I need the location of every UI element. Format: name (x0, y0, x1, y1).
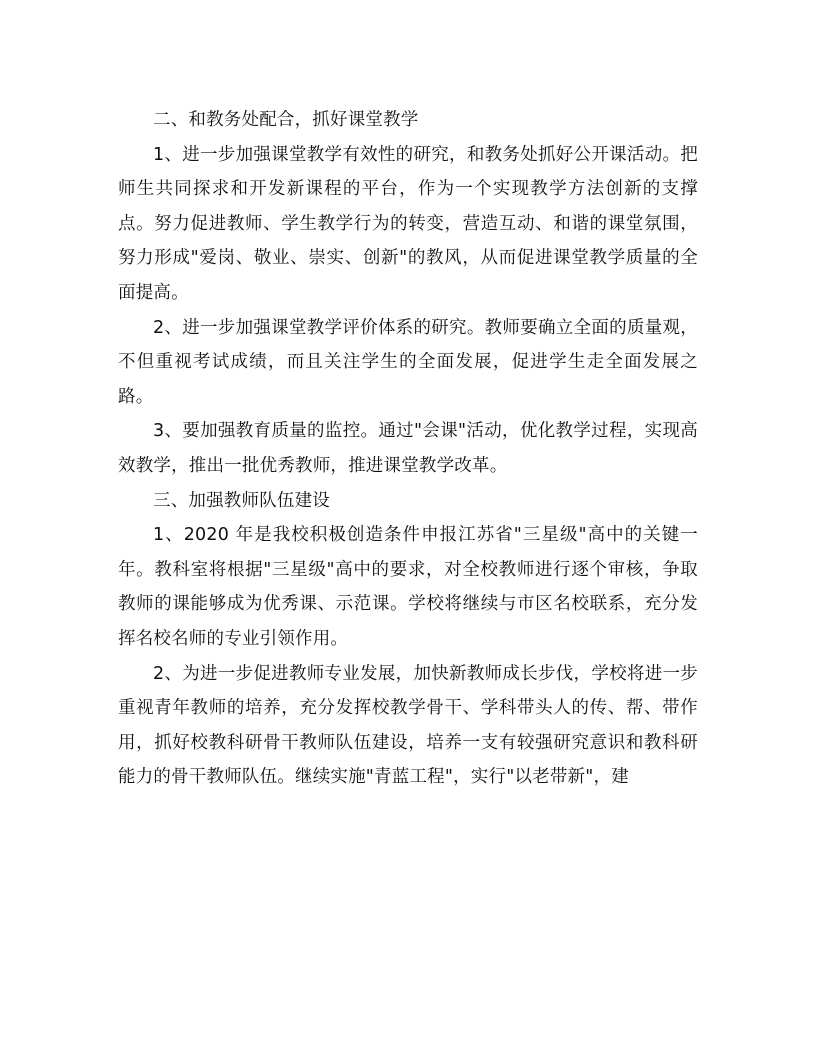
paragraph-three-star-application: 1、2020 年是我校积极创造条件申报江苏省"三星级"高中的关键一年。教科室将根据"三星级"高中的要求，对全校教师进行逐个审核，争取教师的课能够成为优秀课、示范课。学校将继续与市区名校联系，充分发挥名校名师的专业引领作用。 (118, 525, 698, 649)
paragraph-quality-monitoring: 3、要加强教育质量的监控。通过"会课"活动，优化教学过程，实现高效教学，推出一批优秀教师，推进课堂教学改革。 (118, 421, 698, 476)
section-heading-three: 三、加强教师队伍建设 (153, 490, 330, 511)
section-heading-two: 二、和教务处配合，抓好课堂教学 (153, 110, 419, 130)
paragraph-evaluation-system: 2、进一步加强课堂教学评价体系的研究。教师要确立全面的质量观，不但重视考试成绩，而且关注学生的全面发展，促进学生走全面发展之路。 (118, 317, 698, 407)
paragraph-teacher-development: 2、为进一步促进教师专业发展，加快新教师成长步伐，学校将进一步重视青年教师的培养，充分发挥校教学骨干、学科带头人的传、帮、带作用，抓好校教科研骨干教师队伍建设，培养一支有较强研究意识和教科研能力的骨干教师队伍。继续实施"青蓝工程"，实行"以老带新"，建 (118, 663, 698, 788)
document-body (118, 103, 698, 795)
paragraph-classroom-effectiveness: 1、进一步加强课堂教学有效性的研究，和教务处抓好公开课活动。把师生共同探求和开发新课程的平台，作为一个实现教学方法创新的支撑点。努力促进教师、学生教学行为的转变，营造互动、和谐的课堂氛围，努力形成"爱岗、敬业、崇实、创新"的教风，从而促进课堂教学质量的全面提高。 (118, 144, 698, 303)
